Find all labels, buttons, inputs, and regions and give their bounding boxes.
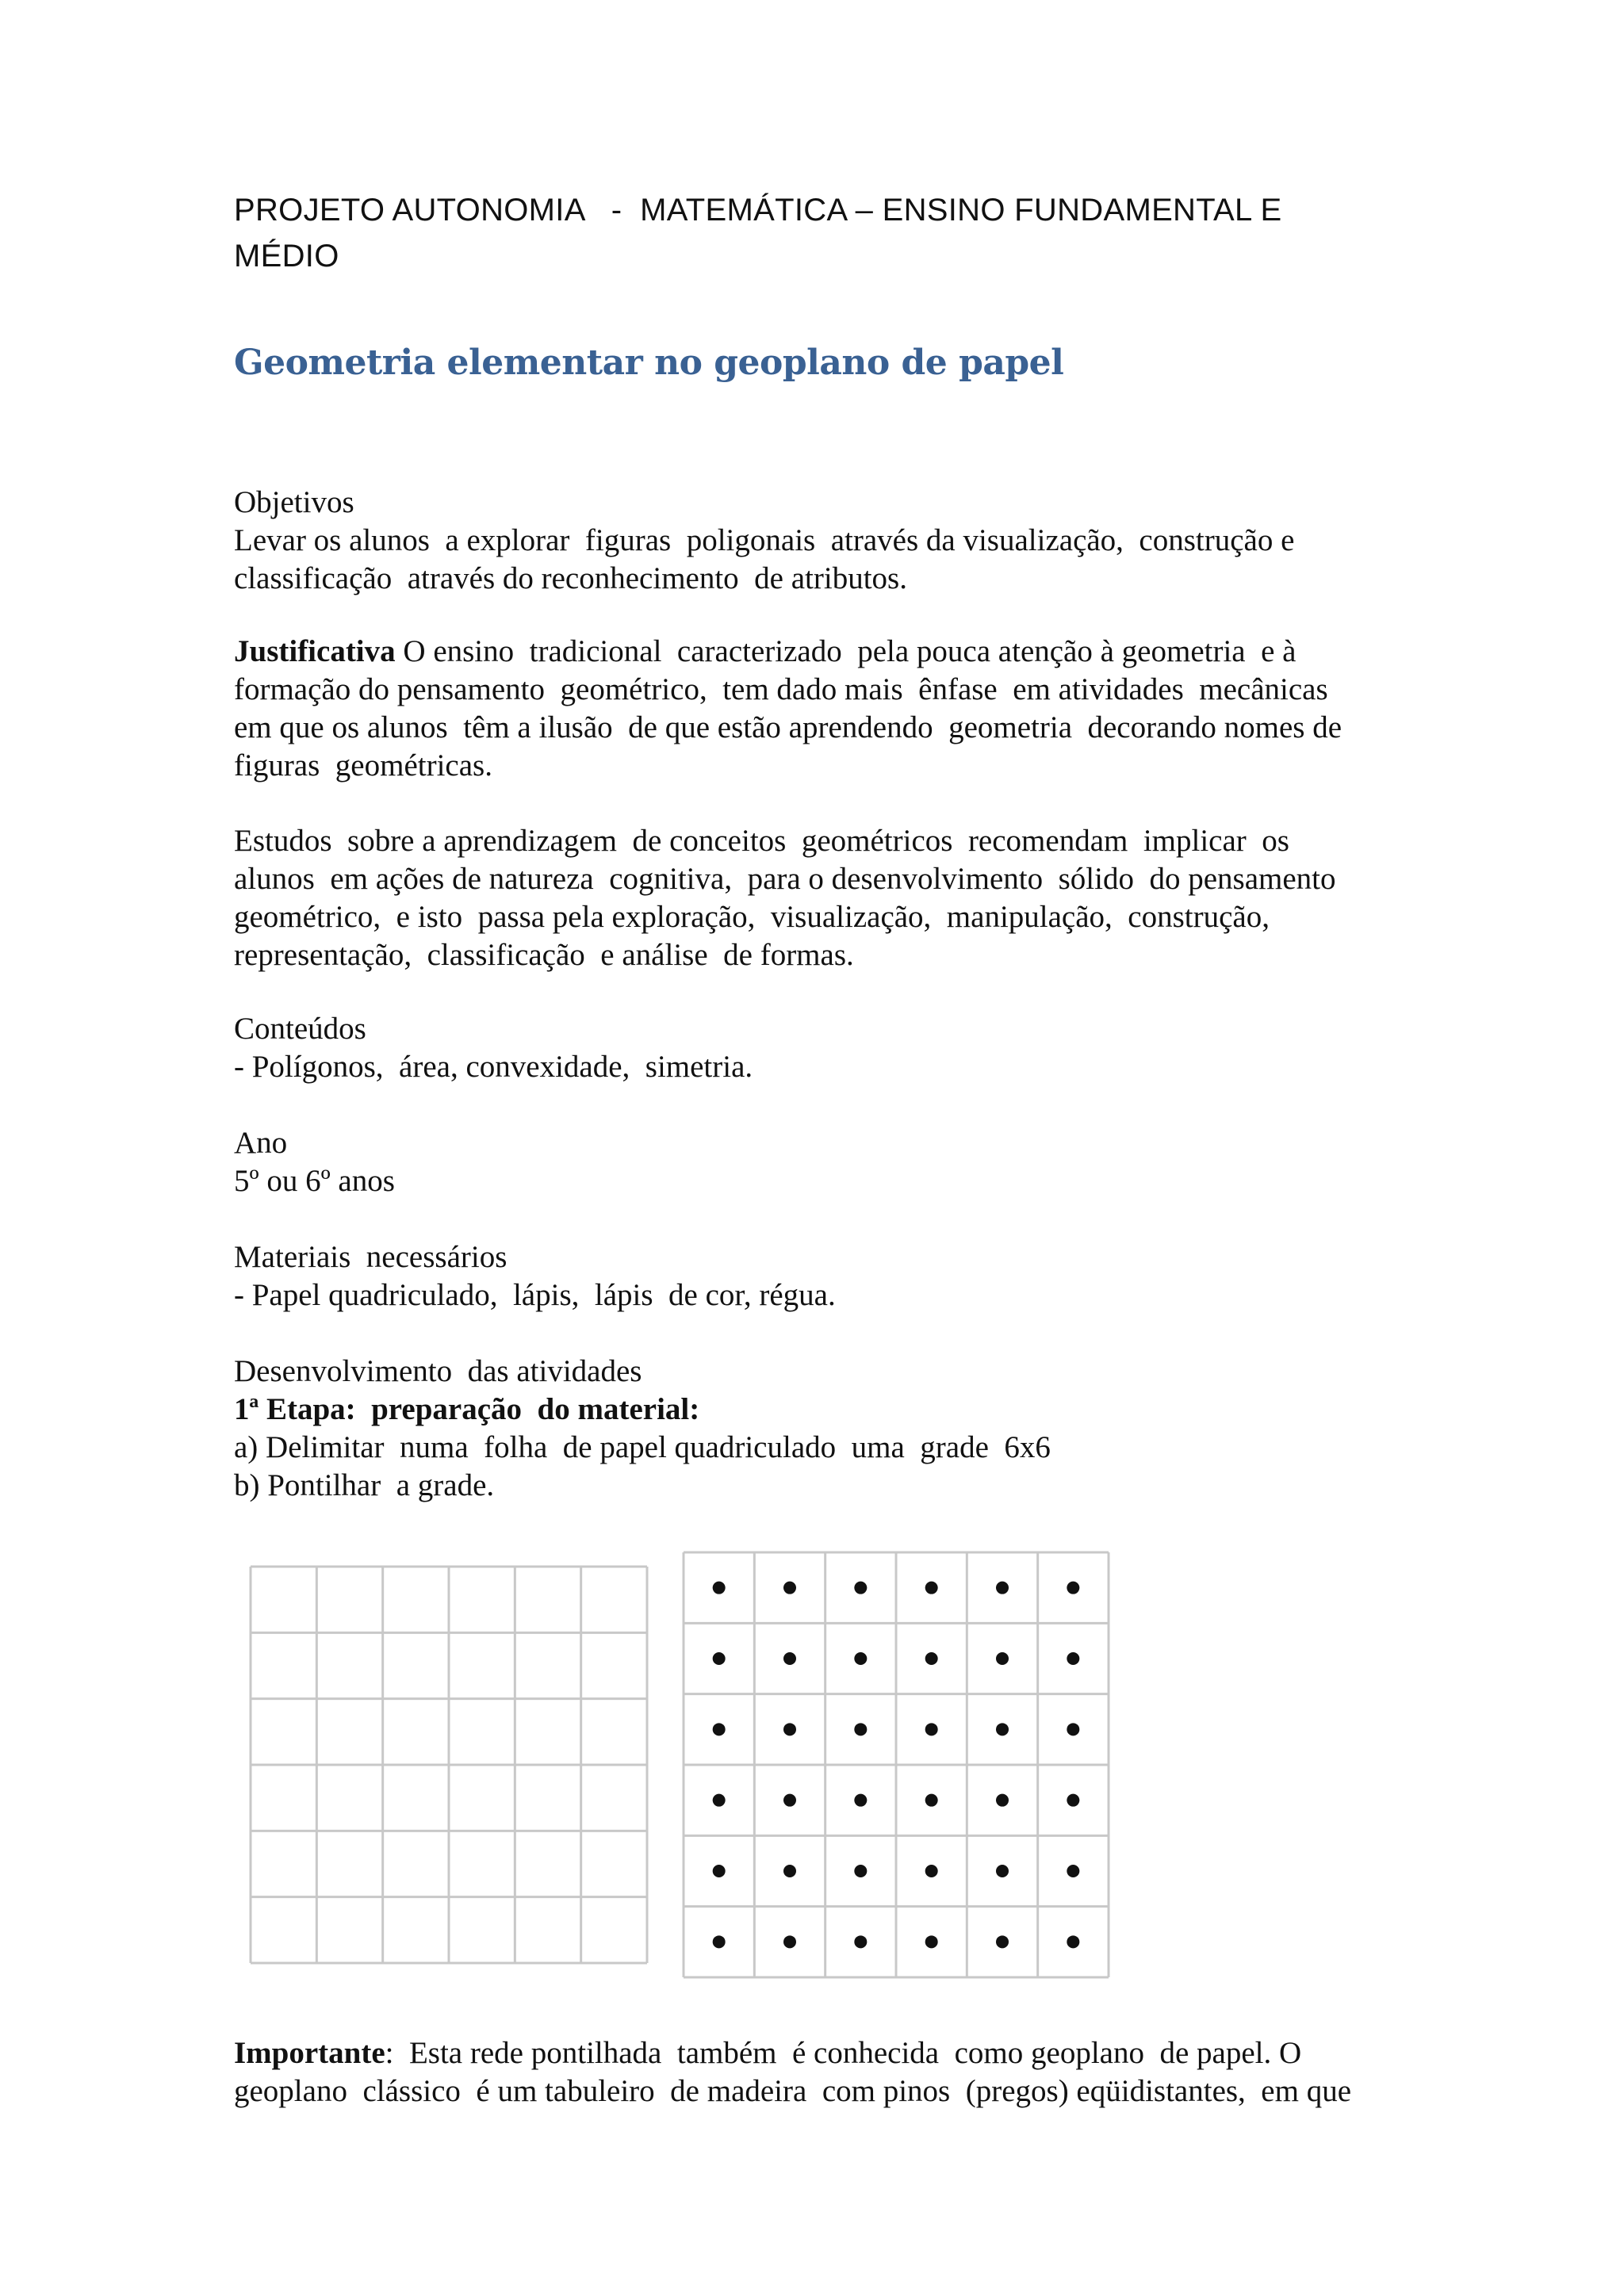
grid-dot: [713, 1652, 726, 1665]
grid-dot: [854, 1935, 867, 1948]
objetivos-line-2: classificação através do reconhecimento de atributos.: [234, 561, 907, 595]
estudos-line-4: representação, classificação e análise de formas.: [234, 938, 854, 972]
grid-dot: [1067, 1935, 1079, 1948]
conteudos-section: [234, 1010, 1400, 1086]
justificativa-label: Justificativa: [234, 634, 396, 668]
objetivos-line-1: Levar os alunos a explorar figuras poligonais através da visualização, construção e: [234, 523, 1295, 557]
justificativa-line-2: formação do pensamento geométrico, tem dado mais ênfase em atividades mecânicas: [234, 672, 1328, 706]
importante-line-1: [234, 2034, 1400, 2072]
etapa-heading: 1ª Etapa: preparação do material:: [234, 1392, 700, 1426]
document-title: Geometria elementar no geoplano de papel: [234, 342, 1064, 383]
grid-dot: [783, 1935, 796, 1948]
grid-dot: [996, 1652, 1009, 1665]
grid-dot: [1067, 1865, 1079, 1877]
grid-dot: [783, 1723, 796, 1735]
ano-heading: Ano: [234, 1126, 288, 1160]
grid-dot: [783, 1794, 796, 1807]
estudos-line-3: geométrico, e isto passa pela exploração, visualização, manipulação, construção,: [234, 900, 1270, 934]
grid-dot: [925, 1652, 938, 1665]
justificativa-line-4: figuras geométricas.: [234, 748, 492, 783]
objetivos-heading: Objetivos: [234, 485, 354, 519]
grid-dot: [854, 1723, 867, 1735]
grid-dot: [925, 1935, 938, 1948]
conteudos-heading: Conteúdos: [234, 1012, 366, 1046]
grid-dot: [713, 1865, 726, 1877]
materiais-section: [234, 1238, 1400, 1314]
grid-dot: [996, 1794, 1009, 1807]
materiais-line-1: - Papel quadriculado, lápis, lápis de cor, régua.: [234, 1278, 836, 1312]
estudos-section: [234, 822, 1400, 974]
importante-line-1-text: : Esta rede pontilhada também é conhecida como geoplano de papel. O: [385, 2036, 1302, 2070]
grid-dot: [1067, 1723, 1079, 1735]
grid-dot: [996, 1935, 1009, 1948]
desenvolvimento-item-b: b) Pontilhar a grade.: [234, 1468, 495, 1502]
desenvolvimento-item-a: a) Delimitar numa folha de papel quadriculado uma grade 6x6: [234, 1430, 1051, 1464]
grid-dot: [713, 1935, 726, 1948]
ano-section: [234, 1124, 1400, 1200]
justificativa-line-1: [234, 633, 1400, 671]
grid-dot: [996, 1865, 1009, 1877]
estudos-line-1: Estudos sobre a aprendizagem de conceitos geométricos recomendam implicar os: [234, 824, 1289, 858]
header-line-1: PROJETO AUTONOMIA - MATEMÁTICA – ENSINO FUNDAMENTAL E: [234, 193, 1282, 228]
document-header: [234, 187, 1392, 279]
grid-dot: [1067, 1794, 1079, 1807]
grid-dot: [996, 1723, 1009, 1735]
dotted-grid-figure: [680, 1549, 1112, 1980]
grid-dot: [854, 1582, 867, 1594]
grid-dot: [996, 1582, 1009, 1594]
grid-dot: [1067, 1582, 1079, 1594]
grid-dot: [925, 1582, 938, 1594]
grid-dot: [925, 1794, 938, 1807]
justificativa-line-1-text: O ensino tradicional caracterizado pela pouca atenção à geometria e à: [395, 634, 1297, 668]
grid-dot: [925, 1865, 938, 1877]
importante-label: Importante: [234, 2036, 385, 2070]
ano-line-1: 5º ou 6º anos: [234, 1164, 395, 1198]
grid-dot: [713, 1723, 726, 1735]
grid-dot: [854, 1865, 867, 1877]
grid-dot: [1067, 1652, 1079, 1665]
desenvolvimento-heading: Desenvolvimento das atividades: [234, 1354, 642, 1388]
grid-dot: [854, 1794, 867, 1807]
grid-dot: [783, 1865, 796, 1877]
plain-grid-figure: [247, 1563, 650, 1966]
grid-dot: [713, 1582, 726, 1594]
grid-dot: [925, 1723, 938, 1735]
objetivos-section: [234, 484, 1400, 598]
grid-dot: [783, 1652, 796, 1665]
grid-dot: [783, 1582, 796, 1594]
justificativa-line-3: em que os alunos têm a ilusão de que estão aprendendo geometria decorando nomes de: [234, 710, 1342, 744]
materiais-heading: Materiais necessários: [234, 1240, 508, 1274]
grid-dot: [713, 1794, 726, 1807]
grid-dot: [854, 1652, 867, 1665]
desenvolvimento-section: [234, 1353, 1400, 1505]
justificativa-section: [234, 633, 1400, 785]
header-line-2: MÉDIO: [234, 239, 339, 274]
importante-section: [234, 2034, 1400, 2110]
estudos-line-2: alunos em ações de natureza cognitiva, para o desenvolvimento sólido do pensamento: [234, 862, 1336, 896]
importante-line-2: geoplano clássico é um tabuleiro de madeira com pinos (pregos) eqüidistantes, em que: [234, 2074, 1352, 2108]
conteudos-line-1: - Polígonos, área, convexidade, simetria.: [234, 1050, 753, 1084]
